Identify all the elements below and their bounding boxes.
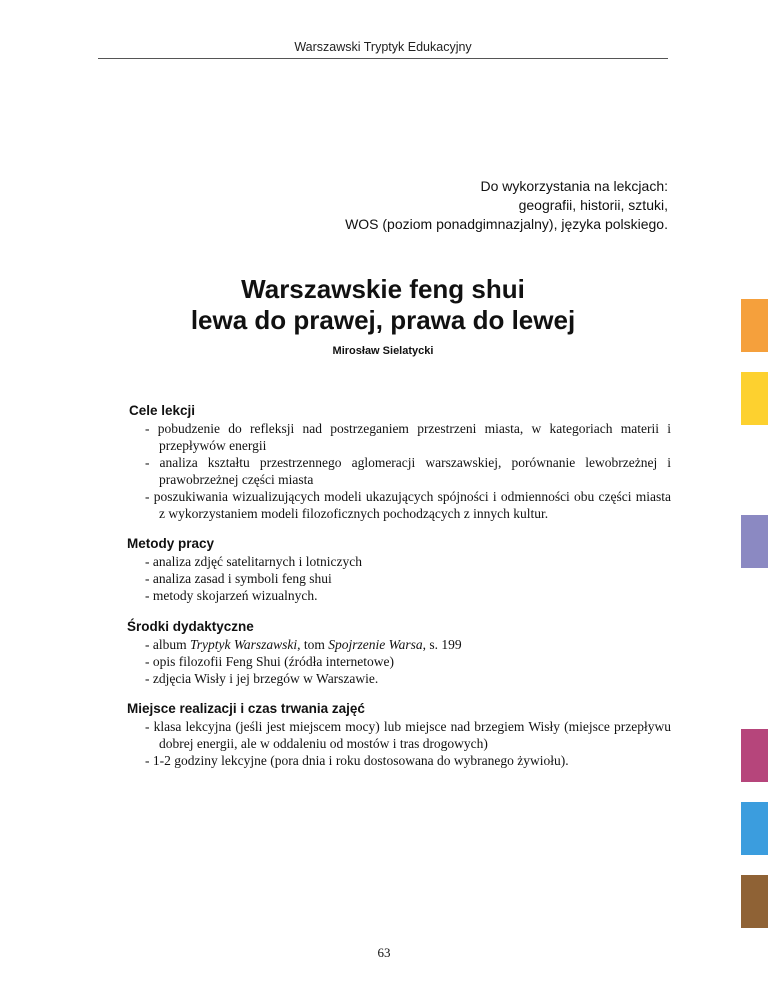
- list-item: - metody skojarzeń wizualnych.: [145, 588, 318, 603]
- section-goals: [0, 402, 671, 522]
- color-tab-orange: [741, 299, 768, 352]
- page-number: 63: [377, 945, 391, 960]
- section-methods: [0, 535, 671, 604]
- list-item: - pobudzenie do refleksji nad postrzeganiem przestrzeni miasta, w kategoriach materii i przepływów energii: [145, 421, 671, 453]
- list-item: - zdjęcia Wisły i jej brzegów w Warszawie.: [145, 671, 379, 686]
- author-name: Mirosław Sielatycki: [332, 345, 434, 357]
- color-tab-brown: [741, 875, 768, 928]
- usage-note: [345, 177, 668, 234]
- list-item: - album Tryptyk Warszawski, tom Spojrzenie Warsa, s. 199: [145, 637, 462, 652]
- color-tab-purple: [741, 515, 768, 568]
- list-item: - analiza zasad i symboli feng shui: [145, 571, 332, 586]
- color-tab-yellow: [741, 372, 768, 425]
- color-tab-blue: [741, 802, 768, 855]
- list-item: - klasa lekcyjna (jeśli jest miejscem mocy) lub miejsce nad brzegiem Wisły (miejsce przepływu dobrej energii, ale w oddaleniu od mostów i tras drogowych): [145, 719, 671, 751]
- usage-line: Do wykorzystania na lekcjach:: [480, 178, 668, 194]
- album-title: Tryptyk Warszawski: [190, 637, 298, 652]
- list-item: - poszukiwania wizualizujących modeli ukazujących spójności i odmienności obu części miasta z wykorzystaniem modeli filozoficznych pochodzących z innych kultur.: [145, 489, 671, 521]
- title-line-2: lewa do prawej, prawa do lewej: [190, 305, 576, 335]
- usage-line: geografii, historii, sztuki,: [518, 197, 668, 213]
- usage-line: WOS (poziom ponadgimnazjalny), języka polskiego.: [345, 216, 668, 232]
- list-item: - opis filozofii Feng Shui (źródła internetowe): [145, 654, 394, 669]
- list-item: - analiza zdjęć satelitarnych i lotniczych: [145, 554, 363, 569]
- lesson-title: [98, 274, 668, 336]
- running-header: Warszawski Tryptyk Edukacyjny: [98, 40, 668, 59]
- volume-title: Spojrzenie Warsa: [328, 637, 423, 652]
- color-tab-magenta: [741, 729, 768, 782]
- title-line-1: Warszawskie feng shui: [241, 274, 525, 304]
- section-place-time: [0, 700, 671, 769]
- section-heading: Miejsce realizacji i czas trwania zajęć: [127, 701, 365, 716]
- section-materials: [0, 618, 671, 687]
- section-heading: Cele lekcji: [129, 403, 196, 418]
- list-item: - analiza kształtu przestrzennego aglomeracji warszawskiej, porównanie lewobrzeżnej i prawobrzeżnej części miasta: [145, 455, 671, 487]
- section-heading: Środki dydaktyczne: [127, 619, 254, 634]
- section-heading: Metody pracy: [127, 536, 215, 551]
- list-item: - 1-2 godziny lekcyjne (pora dnia i roku dostosowana do wybranego żywiołu).: [145, 753, 569, 768]
